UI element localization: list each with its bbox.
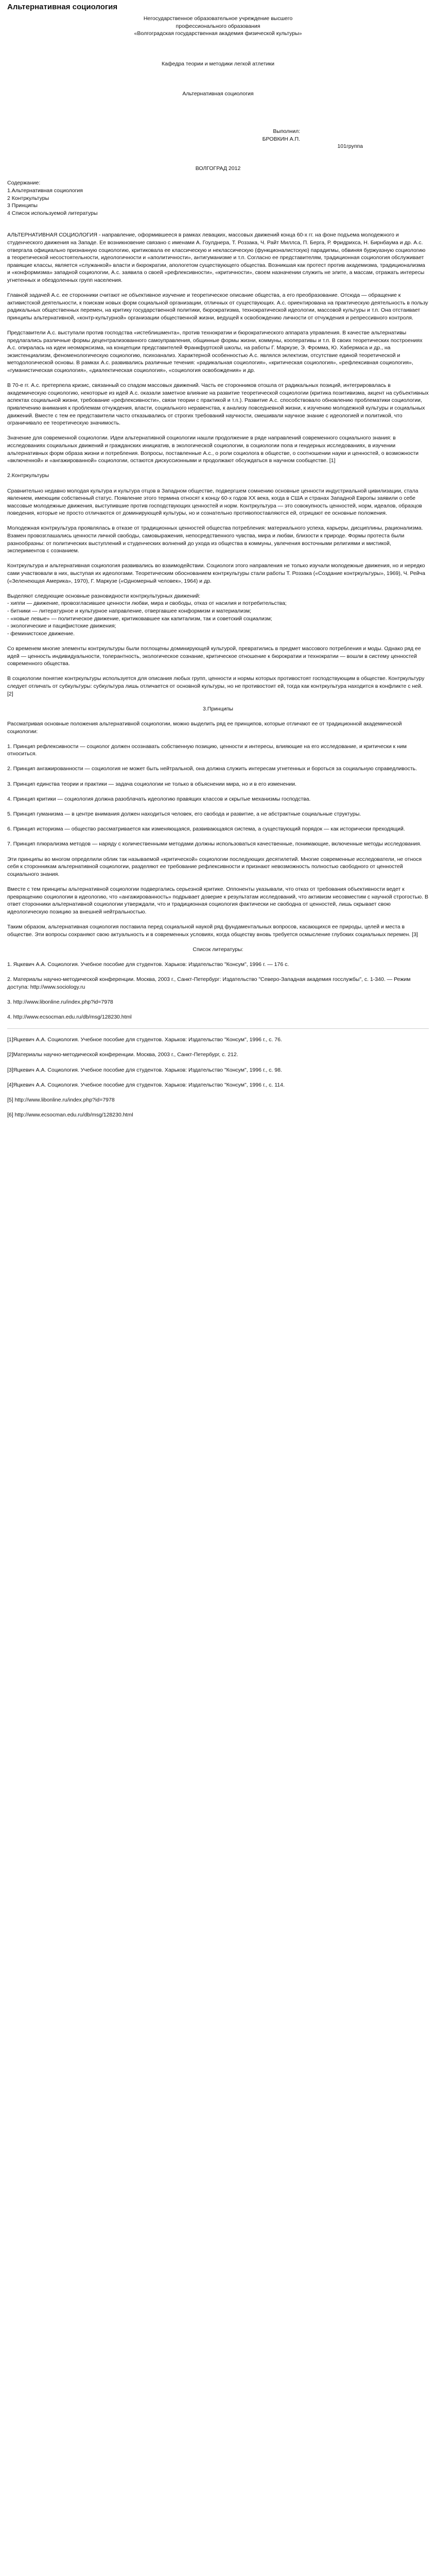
- footnote-link[interactable]: [6] http://www.ecsocman.edu.ru/db/msg/128230.html: [7, 1112, 133, 1118]
- institution-block: [7, 15, 429, 38]
- institution-line: профессионального образования: [176, 23, 260, 29]
- footnote-item: [4]Яцкевич А.А. Социология. Учебное пособие для студентов. Харьков: Издательство "Консум", 1996 г., с. 114.: [7, 1081, 285, 1088]
- principle-item: 2. Принцип ангажированности — социология не может быть нейтральной, она должна служить интересам угнетенных и бороться за социальную справедливость.: [7, 766, 417, 772]
- paragraph: Эти принципы во многом определили облик так называемой «критической» социологии последующих десятилетий. Многие современные исследователи, не относя себя к сторонникам альтернативной социологии, разделяют ее требование рефлексивности и признают невозможность полностью свободного от ценностей социального знания.: [7, 856, 422, 877]
- footnote-item: [2]Материалы научно-методической конференции. Москва, 2003 г., Санкт-Петербург, с. 212.: [7, 1052, 238, 1058]
- document-page: [0, 0, 436, 1119]
- paragraph: Контркультура и альтернативная социология развивались во взаимодействии. Социологи этого направления не только изучали молодежные движения, но и нередко сами участвовали в них, выступая их идеологами. Теоретическим обоснованием контркультуры стали работы Т. Роззака («Создание контркультуры», 1969), Ч. Рейча («Зеленеющая Америка», 1970), Г. Маркузе («Одномерный человек», 1964) и др.: [7, 563, 425, 584]
- section-heading: 3.Принципы: [203, 705, 233, 712]
- paragraph: АЛЬТЕРНАТИВНАЯ СОЦИОЛОГИЯ - направление, оформившееся в рамках левацких, массовых движений конца 60-х гг. на фоне подъема молодежного и студенческого движения на Западе. Ее возникновение связано с именами А. Гоулднера, Т. Роззака, Ч. Райт Миллса, П. Берга, Р. Фридрихса, Н. Бирнбаума и др. А.с. отвергала официально признанную социологию, критиковала ее классическую и неклассическую (функционалистскую) парадигмы, обвиняя буржуазную социологию в теоретической несостоятельности, идеологичности и «аполитичности», антигуманизме и т.п. Согласно ее представителям, традиционная социология обслуживает правящие классы, является «служанкой» власти и бюрократии, апологетом существующего общества. Возникшая как протест против академизма, традиционализма и «конформизма» западной социологии, А.с. заявила о своей «рефлексивности», «критичности», своем назначении служить не элите, а массам, отражать интересы угнетенных и обездоленных групп населения.: [7, 232, 426, 283]
- footnotes: [7, 1036, 429, 1119]
- footnote-item: [1]Яцкевич А.А. Социология. Учебное пособие для студентов. Харьков: Издательство "Консум", 1996 г., с. 76.: [7, 1037, 282, 1043]
- city-year: ВОЛГОГРАД 2012: [195, 165, 241, 172]
- toc-title: Содержание:: [7, 180, 41, 187]
- essay-label: Альтернативная социология: [182, 91, 254, 97]
- paragraph: Рассматривая основные положения альтернативной социологии, можно выделить ряд ее принципов, которые отличают ее от традиционной академической социологии:: [7, 720, 402, 735]
- footnote-item: [3]Яцкевич А.А. Социология. Учебное пособие для студентов. Харьков: Издательство "Консум", 1996 г., с. 98.: [7, 1066, 282, 1073]
- references-heading: Список литературы:: [193, 946, 243, 953]
- document-title: Альтернативная социология: [7, 3, 118, 11]
- paragraph: Таким образом, альтернативная социология поставила перед социальной наукой ряд фундаментальных вопросов, касающихся ее природы, целей и места в обществе. Эти вопросы сохраняют свою актуальность и в современных условиях, когда обществу вновь требуется осмысление глубоких социальных перемен. [3]: [7, 923, 418, 938]
- principle-item: 3. Принцип единства теории и практики — задача социологии не только в объяснении мира, но и в его изменении.: [7, 781, 297, 787]
- section-1: [7, 231, 429, 464]
- principle-item: 7. Принцип плюрализма методов — наряду с количественными методами должны использоваться качественные, понимающие, включенные методы исследования.: [7, 841, 422, 848]
- paragraph: Главной задачей А.с. ее сторонники считают не объективное изучение и теоретическое описание общества, а его преобразование. Отсюда — обращение к активистской деятельности, к поискам новых форм социальной организации, отличных от существующих. А.с. ориентирована на практическую деятельность в пользу радикальных общественных перемен, на критику государственной политики, бюрократизма, технократической идеологии, массовой культуры и т.п. Она отстаивает принципы альтернативной, «контр-культурной» организации общественной жизни, ведущей к освобождению личности от отчуждения и репрессивного контроля.: [7, 292, 428, 321]
- principle-item: 5. Принцип гуманизма — в центре внимания должен находиться человек, его свобода и развитие, а не абстрактные социальные структуры.: [7, 811, 361, 818]
- reference-link[interactable]: 3. http://www.libonline.ru/index.php?id=7978: [7, 998, 113, 1005]
- reference-link[interactable]: 4. http://www.ecsocman.edu.ru/db/msg/128230.html: [7, 1014, 132, 1021]
- paragraph: В 70-е гг. А.с. претерпела кризис, связанный со спадом массовых движений. Часть ее сторонников отошла от радикальных позиций, интегрировалась в академическую социологию, некоторые из идей А.с. оказали заметное влияние на развитие теоретической социологии (критика позитивизма, акцент на субъективных аспектах социальной жизни, требование «рефлексивности», связи теории с практикой и т.п.). Развитие А.с. способствовало обновлению проблематики социологии, привлечению внимания к проблемам отчуждения, власти, социального неравенства, к анализу повседневной жизни, к изучению молодежной культуры и социальных движений. Вместе с тем ее представители часто отказывались от строгих требований научности, смешивали научное знание с идеологией и политикой, что ограничивало ее теоретическую значимость.: [7, 382, 429, 427]
- divider: [7, 1028, 429, 1029]
- section-3: [7, 705, 429, 938]
- list-item: - хиппи — движение, провозгласившее ценности любви, мира и свободы, отказ от насилия и потребительства;: [7, 600, 287, 607]
- list-intro: Выделяют следующие основные разновидности контркультурных движений:: [7, 592, 201, 599]
- paragraph: Значение для современной социологии. Идеи альтернативной социологии нашли продолжение в ряде направлений современного социального знания: в исследованиях социальных движений и гражданских инициатив, в экологической социологии, в социологии пола и гендерных исследованиях, в изучении альтернативных форм образа жизни и потребления. Вопросы, поставленные А.с., о роли социолога в обществе, о соотношении науки и ценностей, о возможности «включенной» и «ангажированной» социологии, остаются дискуссионными и продолжают обсуждаться в научном сообществе. [1]: [7, 435, 419, 464]
- section-2: [7, 472, 429, 698]
- performed-label: Выполнил:: [273, 128, 300, 134]
- toc-item[interactable]: 2 Контркультуры: [7, 195, 49, 201]
- principle-item: 6. Принцип историзма — общество рассматривается как изменяющаяся, развивающаяся система, а существующий порядок — как исторически преходящий.: [7, 826, 405, 833]
- principle-item: 1. Принцип рефлексивности — социолог должен осознавать собственную позицию, ценности и интересы, влияющие на его исследование, и критически к ним относиться.: [7, 743, 407, 757]
- group-number: 101группа: [337, 143, 363, 150]
- footnote-link[interactable]: [5] http://www.libonline.ru/index.php?id=7978: [7, 1097, 115, 1103]
- paragraph: Со временем многие элементы контркультуры были поглощены доминирующей культурой, превратились в предмет массового потребления и моды. Однако ряд ее идей — ценность индивидуальности, толерантность, экологическое сознание, критическое отношение к бюрократии и технократии — вошли в систему ценностей современного общества.: [7, 645, 421, 667]
- author-block: [7, 128, 429, 143]
- paragraph: Молодежная контркультура проявлялась в отказе от традиционных ценностей общества потребления: материального успеха, карьеры, дисциплины, рационализма. Взамен провозглашались ценности личной свободы, самовыражения, непосредственного чувства, мира и любви, близости к природе. Формы протеста были разнообразны: от политических выступлений и студенческих волнений до ухода из общества в коммуны, увлечения восточными религиями и мистикой, экспериментов с сознанием.: [7, 525, 423, 554]
- list-item: - битники — литературное и культурное направление, отвергавшее конформизм и материализм;: [7, 608, 251, 614]
- department-name: Кафедра теории и методики легкой атлетики: [161, 60, 274, 67]
- reference-item: 1. Яцкевич А.А. Социология. Учебное пособие для студентов. Харьков: Издательство "Консум", 1996 г. — 176 с.: [7, 961, 289, 968]
- paragraph: В социологии понятие контркультуры используется для описания любых групп, ценности и нормы которых противостоят господствующим в обществе. Контркультуру следует отличать от субкультуры: субкультура лишь отличается от основной культуры, но не противостоит ей, тогда как контркультура находится в конфликте с ней. [2]: [7, 675, 425, 697]
- paragraph: Сравнительно недавно молодая культура и культура отцов в Западном обществе, подвергшем сомнению основные ценности индустриальной цивилизации, стала явлением, имеющим собственный статус. Появление этого термина относят к концу 60-х годов ХХ века, когда в США и странах Западной Европы заявили о себе массовые молодежные движения, выступившие против господствующих ценностей и норм. Контркультура — это совокупность ценностей, норм, идеалов, образцов поведения, которые не просто отличаются от доминирующей культуры, но и сознательно противопоставляются ей, отрицают ее основные положения.: [7, 487, 422, 517]
- paragraph: Вместе с тем принципы альтернативной социологии подвергались серьезной критике. Оппоненты указывали, что отказ от требования объективности ведет к превращению социологии в идеологию, что «ангажированность» подрывает доверие к результатам исследований, что активизм несовместим с научной строгостью. В ответ сторонники альтернативной социологии утверждали, что и традиционная социология фактически не свободна от ценностей, лишь скрывает свою идеологическую позицию за внешней нейтральностью.: [7, 886, 428, 915]
- references: [7, 946, 429, 1021]
- paragraph: Представители А.с. выступали против господства «истеблишмента», против технократии и бюрократического аппарата управления. В качестве альтернативы предлагались различные формы децентрализованного самоуправления, общинные формы жизни, коммуны, кооперативы и т.п. В своих теоретических построениях А.с. опиралась на идеи неомарксизма, на концепции представителей Франкфуртской школы, на работы Г. Маркузе, Э. Фромма, Ю. Хабермаса и др., на экзистенциализм, феноменологическую социологию, психоанализ. Характерной особенностью А.с. являлся эклектизм, отсутствие единой теоретической и методологической основы. В рамках А.с. развивались различные течения: «радикальная социология», «критическая социология», «рефлексивная социология», «гуманистическая социология», «диалектическая социология», «социология освобождения» и др.: [7, 330, 423, 374]
- list-item: - «новые левые» — политическое движение, критиковавшее как капитализм, так и советский социализм;: [7, 615, 272, 622]
- toc-item[interactable]: 3 Принципы: [7, 202, 38, 209]
- principle-item: 4. Принцип критики — социология должна разоблачать идеологию правящих классов и скрытые механизмы господства.: [7, 795, 311, 802]
- author-name: БРОВКИН А.П.: [262, 135, 300, 142]
- table-of-contents: [7, 187, 429, 217]
- toc-item[interactable]: 4 Список используемой литературы: [7, 210, 98, 216]
- list-item: - феминистское движение.: [7, 630, 75, 637]
- institution-line: «Волгоградская государственная академия физической культуры»: [134, 30, 302, 37]
- section-heading: 2.Контркультуры: [7, 472, 49, 479]
- toc-item[interactable]: 1.Альтернативная социология: [7, 187, 83, 194]
- list-item: - экологические и пацифистские движения;: [7, 623, 116, 630]
- reference-item: 2. Материалы научно-методической конференции. Москва, 2003 г., Санкт-Петербург: Издательство "Северо-Западная академия госслужбы", с. 1-340. — Режим доступа: http://www.sociology.ru: [7, 976, 411, 990]
- institution-line: Негосударственное образовательное учреждение высшего: [143, 15, 293, 22]
